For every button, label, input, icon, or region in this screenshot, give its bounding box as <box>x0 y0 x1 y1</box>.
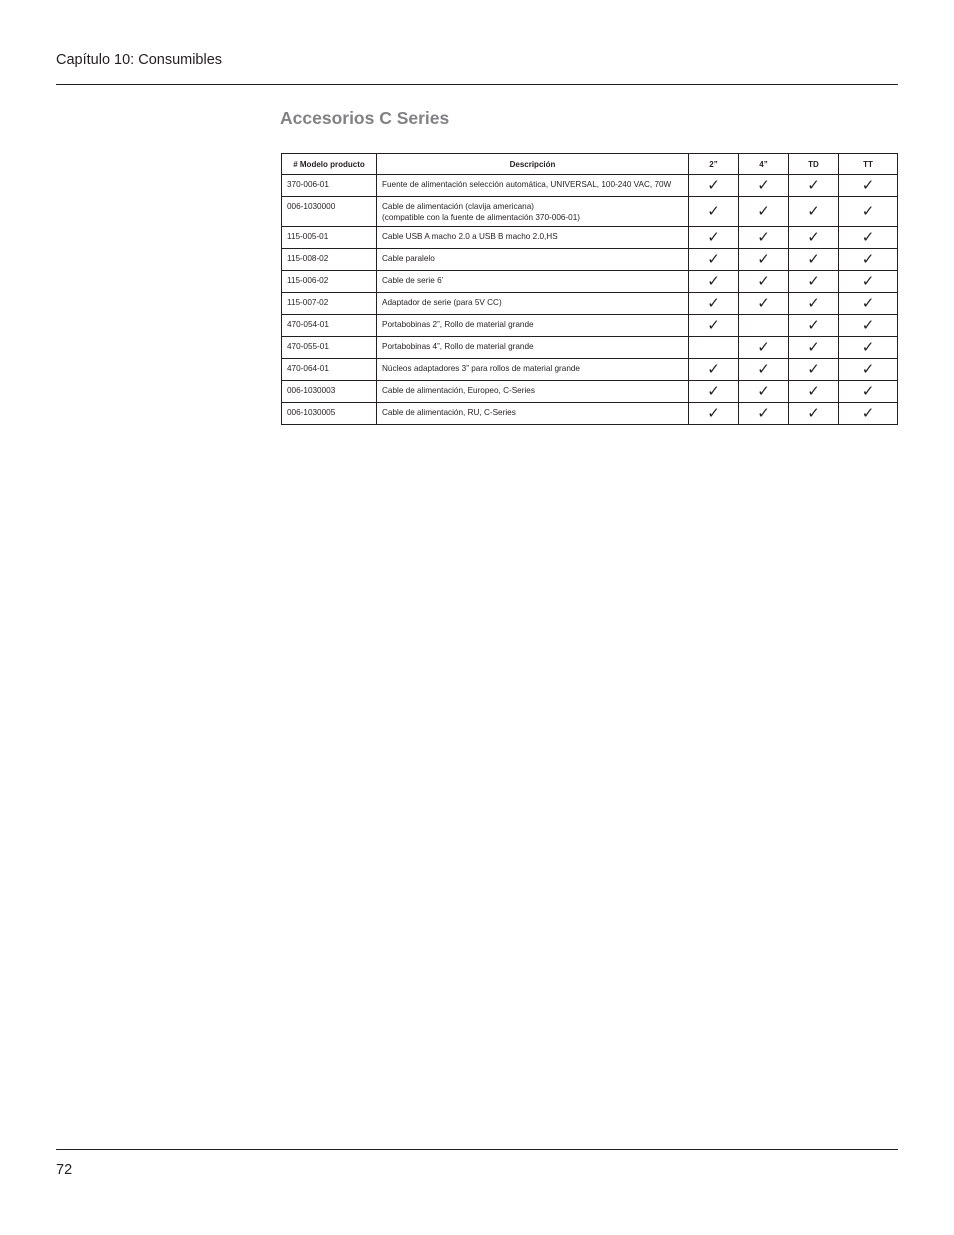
description-line: Cable de alimentación, Europeo, C-Series <box>382 386 535 395</box>
compatibility-cell <box>789 381 839 403</box>
compatibility-cell <box>839 315 898 337</box>
compatibility-cell <box>739 227 789 249</box>
compatibility-cell <box>839 175 898 197</box>
checkmark-icon: ✓ <box>757 404 770 422</box>
compatibility-cell <box>789 403 839 425</box>
description-line: Cable de alimentación, RU, C-Series <box>382 408 516 417</box>
checkmark-icon: ✓ <box>757 176 770 194</box>
compatibility-cell <box>739 249 789 271</box>
description-line: Cable paralelo <box>382 254 435 263</box>
description-cell <box>377 359 689 381</box>
checkmark-icon: ✓ <box>707 316 720 334</box>
table-body <box>282 175 898 425</box>
checkmark-icon: ✓ <box>807 202 820 220</box>
description-cell <box>377 403 689 425</box>
checkmark-icon: ✓ <box>757 250 770 268</box>
checkmark-icon: ✓ <box>757 202 770 220</box>
compatibility-cell <box>789 315 839 337</box>
checkmark-icon: ✓ <box>707 176 720 194</box>
compatibility-cell <box>739 337 789 359</box>
compatibility-cell <box>739 315 789 337</box>
compatibility-cell <box>689 227 739 249</box>
checkmark-icon: ✓ <box>707 272 720 290</box>
accessories-table <box>281 153 898 425</box>
header-divider <box>56 84 898 85</box>
compatibility-cell <box>689 175 739 197</box>
model-cell: 470-054-01 <box>282 315 377 337</box>
checkmark-icon: ✓ <box>707 202 720 220</box>
checkmark-icon: ✓ <box>861 404 875 422</box>
checkmark-icon: ✓ <box>757 382 770 400</box>
description-cell <box>377 175 689 197</box>
checkmark-icon: ✓ <box>707 294 720 312</box>
description-cell <box>377 271 689 293</box>
compatibility-cell <box>689 293 739 315</box>
model-cell: 115-006-02 <box>282 271 377 293</box>
description-cell <box>377 227 689 249</box>
table-row <box>282 197 898 227</box>
checkmark-icon: ✓ <box>707 360 720 378</box>
checkmark-icon: ✓ <box>807 250 820 268</box>
checkmark-icon: ✓ <box>807 360 820 378</box>
compatibility-cell <box>839 293 898 315</box>
description-line: Cable USB A macho 2.0 a USB B macho 2.0,HS <box>382 232 558 241</box>
compatibility-cell <box>689 271 739 293</box>
checkmark-icon: ✓ <box>757 272 770 290</box>
compatibility-cell <box>689 359 739 381</box>
compatibility-cell <box>739 359 789 381</box>
compatibility-cell <box>689 315 739 337</box>
model-cell: 006-1030000 <box>282 197 377 227</box>
compatibility-cell <box>839 337 898 359</box>
model-cell: 370-006-01 <box>282 175 377 197</box>
compatibility-cell <box>739 403 789 425</box>
table-row <box>282 315 898 337</box>
description-cell <box>377 381 689 403</box>
table-row <box>282 381 898 403</box>
checkmark-icon: ✓ <box>807 382 820 400</box>
compatibility-cell <box>739 381 789 403</box>
model-cell: 006-1030005 <box>282 403 377 425</box>
checkmark-icon: ✓ <box>807 404 820 422</box>
compatibility-cell <box>839 197 898 227</box>
description-cell <box>377 315 689 337</box>
table-header-row <box>282 154 898 175</box>
checkmark-icon: ✓ <box>707 382 720 400</box>
compatibility-cell <box>789 227 839 249</box>
description-line: Cable de serie 6’ <box>382 276 444 285</box>
compatibility-cell <box>839 381 898 403</box>
checkmark-icon: ✓ <box>707 404 720 422</box>
description-cell <box>377 293 689 315</box>
model-cell: 115-007-02 <box>282 293 377 315</box>
table-row <box>282 293 898 315</box>
compatibility-cell <box>739 271 789 293</box>
model-cell: 470-064-01 <box>282 359 377 381</box>
compatibility-cell <box>689 249 739 271</box>
compatibility-cell <box>839 271 898 293</box>
checkmark-icon: ✓ <box>757 228 770 246</box>
checkmark-icon: ✓ <box>757 338 770 356</box>
checkmark-icon: ✓ <box>807 294 820 312</box>
compatibility-cell <box>789 293 839 315</box>
compatibility-cell <box>689 337 739 359</box>
page-number: 72 <box>56 1162 73 1178</box>
column-header-td: TD <box>789 154 839 175</box>
checkmark-icon: ✓ <box>707 250 720 268</box>
table-row <box>282 227 898 249</box>
compatibility-cell <box>689 381 739 403</box>
description-line: Portabobinas 4”, Rollo de material grande <box>382 342 534 351</box>
compatibility-cell <box>839 403 898 425</box>
checkmark-icon: ✓ <box>861 316 875 334</box>
column-header-model: # Modelo producto <box>282 154 377 175</box>
column-header-tt: TT <box>839 154 898 175</box>
table-row <box>282 337 898 359</box>
compatibility-cell <box>739 293 789 315</box>
description-line: (compatible con la fuente de alimentación 370-006-01) <box>382 213 580 222</box>
compatibility-cell <box>689 403 739 425</box>
description-line: Adaptador de serie (para 5V CC) <box>382 298 502 307</box>
checkmark-icon: ✓ <box>807 272 820 290</box>
checkmark-icon: ✓ <box>707 228 720 246</box>
compatibility-cell <box>789 271 839 293</box>
compatibility-cell <box>839 359 898 381</box>
checkmark-icon: ✓ <box>757 294 770 312</box>
column-header-2in: 2” <box>689 154 739 175</box>
checkmark-icon: ✓ <box>807 338 820 356</box>
table-row <box>282 403 898 425</box>
checkmark-icon: ✓ <box>861 228 875 246</box>
checkmark-icon: ✓ <box>757 360 770 378</box>
description-cell <box>377 337 689 359</box>
compatibility-cell <box>839 249 898 271</box>
compatibility-cell <box>789 337 839 359</box>
description-line: Fuente de alimentación selección automática, UNIVERSAL, 100-240 VAC, 70W <box>382 180 672 189</box>
model-cell: 115-008-02 <box>282 249 377 271</box>
description-line: Cable de alimentación (clavija americana) <box>382 202 534 211</box>
checkmark-icon: ✓ <box>861 176 875 194</box>
table-row <box>282 271 898 293</box>
model-cell: 470-055-01 <box>282 337 377 359</box>
checkmark-icon: ✓ <box>861 382 875 400</box>
checkmark-icon: ✓ <box>861 202 875 220</box>
checkmark-icon: ✓ <box>861 272 875 290</box>
chapter-title: Capítulo 10: Consumibles <box>56 52 223 68</box>
compatibility-cell <box>789 359 839 381</box>
checkmark-icon: ✓ <box>807 228 820 246</box>
compatibility-cell <box>689 197 739 227</box>
compatibility-cell <box>789 175 839 197</box>
model-cell: 006-1030003 <box>282 381 377 403</box>
description-cell <box>377 197 689 227</box>
checkmark-icon: ✓ <box>861 294 875 312</box>
checkmark-icon: ✓ <box>807 316 820 334</box>
column-header-description: Descripción <box>377 154 689 175</box>
footer-divider <box>56 1149 898 1150</box>
table-row <box>282 249 898 271</box>
compatibility-cell <box>739 175 789 197</box>
compatibility-cell <box>839 227 898 249</box>
checkmark-icon: ✓ <box>807 176 820 194</box>
column-header-4in: 4” <box>739 154 789 175</box>
compatibility-cell <box>789 249 839 271</box>
description-line: Portabobinas 2”, Rollo de material grande <box>382 320 534 329</box>
compatibility-cell <box>739 197 789 227</box>
checkmark-icon: ✓ <box>861 250 875 268</box>
description-line: Núcleos adaptadores 3” para rollos de material grande <box>382 364 580 373</box>
table-row <box>282 175 898 197</box>
compatibility-cell <box>789 197 839 227</box>
description-cell <box>377 249 689 271</box>
section-title: Accesorios C Series <box>280 108 450 128</box>
table-row <box>282 359 898 381</box>
model-cell: 115-005-01 <box>282 227 377 249</box>
checkmark-icon: ✓ <box>861 338 875 356</box>
checkmark-icon: ✓ <box>861 360 875 378</box>
